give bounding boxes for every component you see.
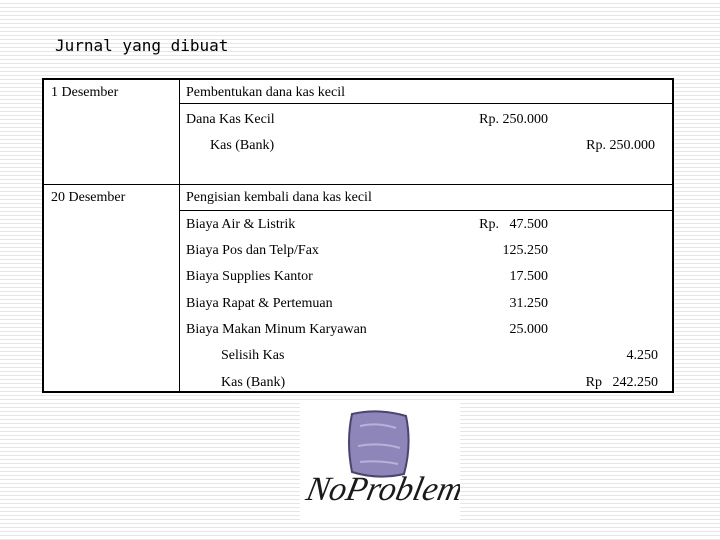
slide-title: Jurnal yang dibuat (55, 36, 229, 55)
entry-date: 1 Desember (51, 85, 119, 100)
account-name: Kas (Bank) (210, 138, 275, 153)
entry-date: 20 Desember (51, 190, 126, 205)
credit-amount: 4.250 (626, 348, 658, 363)
account-name: Biaya Supplies Kantor (186, 269, 313, 284)
entry-description: Pembentukan dana kas kecil (186, 85, 346, 100)
debit-amount: Rp. 250.000 (479, 112, 548, 127)
journal-table (42, 78, 674, 393)
svg-text:NoProblem: NoProblem (303, 470, 460, 508)
row-divider (44, 184, 672, 185)
account-name: Biaya Air & Listrik (186, 217, 296, 232)
row-divider (179, 103, 672, 104)
row-divider (179, 210, 672, 211)
column-divider (179, 80, 180, 391)
debit-amount: Rp. 47.500 (479, 217, 548, 232)
account-name: Kas (Bank) (221, 375, 286, 390)
account-name: Dana Kas Kecil (186, 112, 275, 127)
credit-amount: Rp 242.250 (585, 375, 658, 390)
debit-amount: 25.000 (509, 322, 548, 337)
account-name: Biaya Pos dan Telp/Fax (186, 243, 319, 258)
debit-amount: 17.500 (509, 269, 548, 284)
credit-amount: Rp. 250.000 (586, 138, 655, 153)
debit-amount: 31.250 (509, 296, 548, 311)
account-name: Selisih Kas (221, 348, 285, 363)
entry-description: Pengisian kembali dana kas kecil (186, 190, 372, 205)
account-name: Biaya Makan Minum Karyawan (186, 322, 367, 337)
pillow-icon (300, 400, 460, 520)
noproblem-logo (300, 400, 460, 520)
account-name: Biaya Rapat & Pertemuan (186, 296, 333, 311)
debit-amount: 125.250 (502, 243, 548, 258)
